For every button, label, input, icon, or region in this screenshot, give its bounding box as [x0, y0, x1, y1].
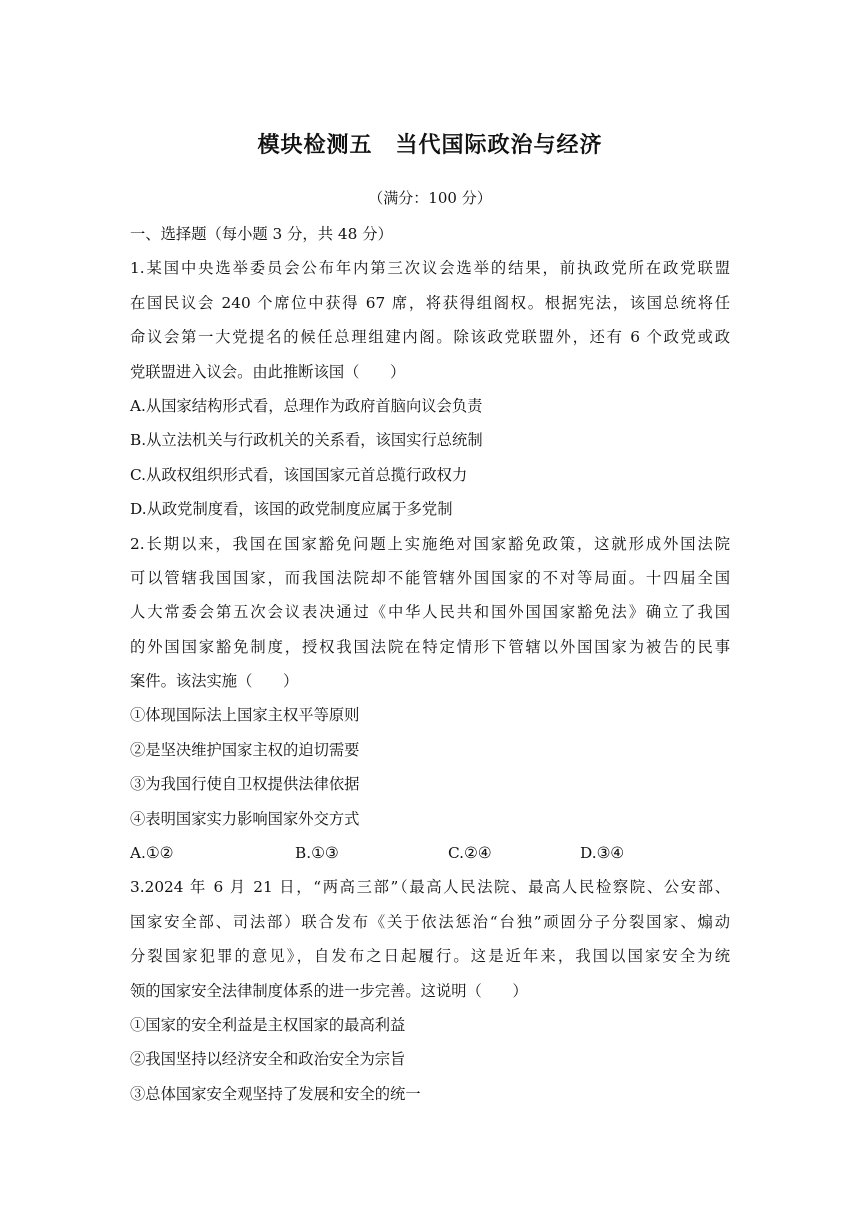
question-text-line: 党联盟进入议会。由此推断该国（ ） — [130, 362, 406, 381]
statement-item: ①国家的安全利益是主权国家的最高利益 — [130, 1015, 406, 1034]
score-note: （满分：100 分） — [368, 189, 492, 207]
document-body — [130, 217, 730, 1111]
question-text-line: 案件。该法实施（ ） — [130, 672, 299, 691]
question-text-line: 1.某国中央选举委员会公布年内第三次议会选举的结果，前执政党所在政党联盟 — [130, 259, 730, 278]
question-text-line: 在国民议会 240 个席位中获得 67 席，将获得组阁权。根据宪法，该国总统将任 — [130, 293, 730, 312]
document-title: 模块检测五 当代国际政治与经济 — [257, 133, 603, 158]
option-b: B.①③ — [295, 844, 339, 863]
question-text-line: 3.2024 年 6 月 21 日，“两高三部”（最高人民法院、最高人民检察院、公安部、 — [130, 878, 730, 897]
question-1 — [130, 251, 730, 526]
option-c: C.从政权组织形式看，该国国家元首总揽行政权力 — [130, 465, 468, 484]
question-3 — [130, 870, 730, 1111]
section-heading: 一、选择题（每小题 3 分，共 48 分） — [130, 225, 393, 243]
statement-item: ③总体国家安全观坚持了发展和安全的统一 — [130, 1084, 421, 1103]
option-a: A.①② — [130, 844, 174, 863]
question-text-line: 的外国国家豁免制度，授权我国法院在特定情形下管辖以外国国家为被告的民事 — [130, 637, 730, 656]
question-text-line: 人大常委会第五次会议表决通过《中华人民共和国外国国家豁免法》确立了我国 — [130, 603, 730, 622]
statement-item: ②我国坚持以经济安全和政治安全为宗旨 — [130, 1050, 406, 1069]
question-text-line: 命议会第一大党提名的候任总理组建内阁。除该政党联盟外，还有 6 个政党或政 — [130, 328, 730, 347]
option-a: A.从国家结构形式看，总理作为政府首脑向议会负责 — [130, 396, 483, 415]
question-text-line: 可以管辖我国国家，而我国法院却不能管辖外国国家的不对等局面。十四届全国 — [130, 568, 730, 587]
question-text-line: 国家安全部、司法部）联合发布《关于依法惩治“台独”顽固分子分裂国家、煽动 — [130, 912, 730, 931]
answer-options — [130, 836, 730, 870]
statement-item: ②是坚决维护国家主权的迫切需要 — [130, 740, 360, 759]
option-b: B.从立法机关与行政机关的关系看，该国实行总统制 — [130, 431, 483, 450]
statement-item: ③为我国行使自卫权提供法律依据 — [130, 775, 360, 794]
question-text-line: 分裂国家犯罪的意见》，自发布之日起履行。这是近年来，我国以国家安全为统 — [130, 947, 730, 966]
question-2 — [130, 527, 730, 871]
statement-item: ①体现国际法上国家主权平等原则 — [130, 706, 360, 725]
question-text-line: 领的国家安全法律制度体系的进一步完善。这说明（ ） — [130, 981, 528, 1000]
question-text-line: 2.长期以来，我国在国家豁免问题上实施绝对国家豁免政策，这就形成外国法院 — [130, 534, 730, 553]
option-d: D.从政党制度看，该国的政党制度应属于多党制 — [130, 500, 453, 519]
option-d: D.③④ — [580, 844, 625, 863]
option-c: C.②④ — [448, 844, 492, 863]
statement-item: ④表明国家实力影响国家外交方式 — [130, 809, 360, 828]
